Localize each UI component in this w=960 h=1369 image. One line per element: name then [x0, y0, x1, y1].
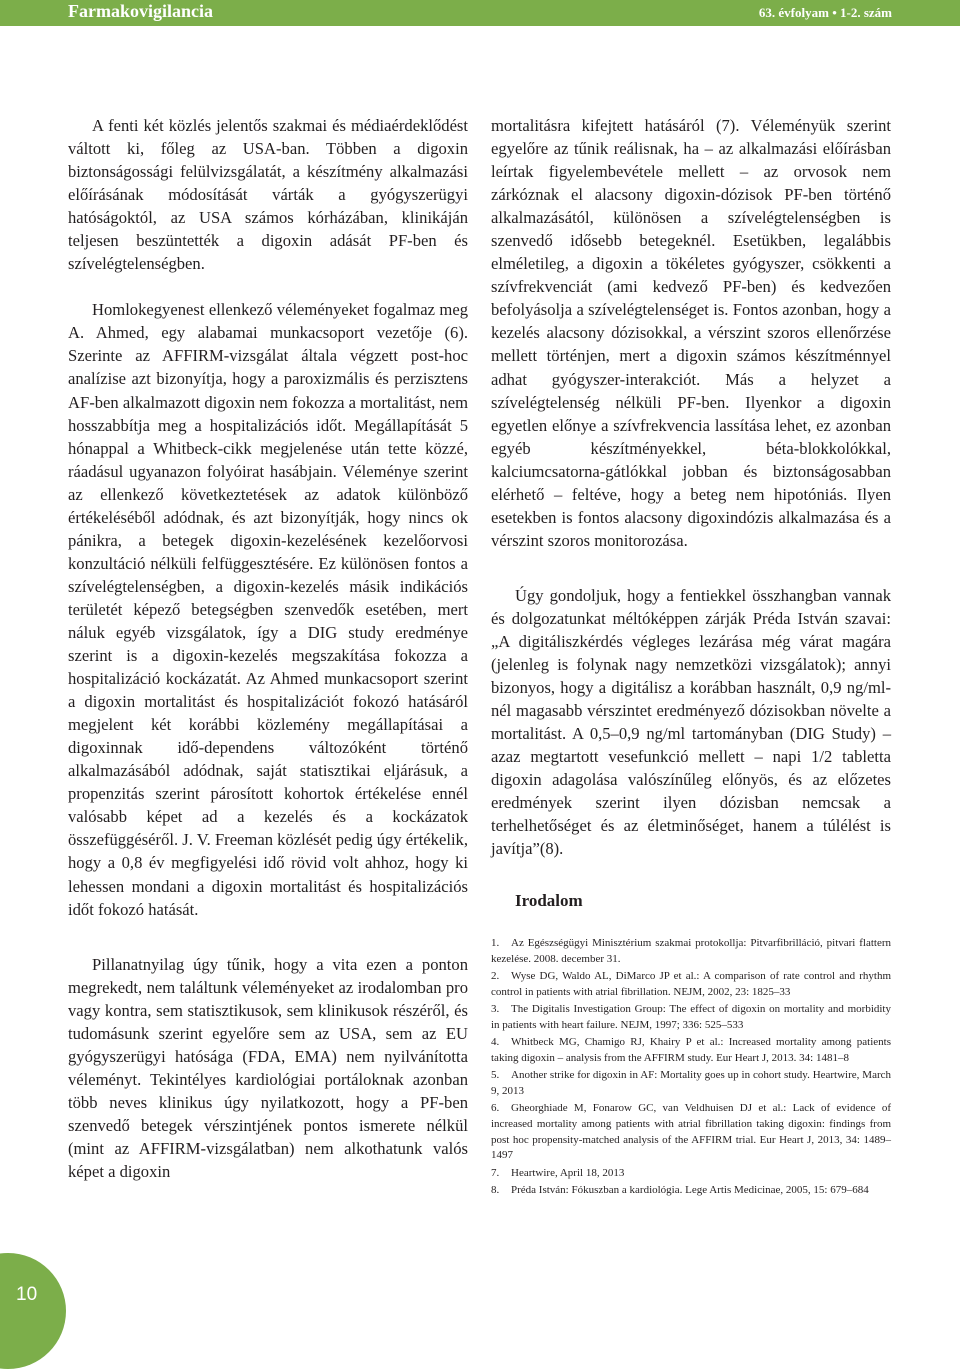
- reference-number: 8.: [491, 1183, 500, 1196]
- reference-item: [491, 1101, 891, 1163]
- reference-number: 3.: [491, 1003, 500, 1016]
- page-number-badge: [0, 1253, 66, 1369]
- journal-header-bar: [0, 0, 960, 26]
- reference-text: Gheorghiade M, Fonarow GC, van Veldhuisen DJ et al.: Lack of evidence of increased mortality among patients with atrial fibrillation taking digoxin: findings from post hoc propensity-matched analysis of the AFFIRM trial. Eur Heart J, 2013, 34: 1489–1497: [491, 1102, 891, 1162]
- reference-item: [491, 969, 891, 1000]
- reference-item: [491, 1068, 891, 1099]
- reference-item: [491, 1002, 891, 1033]
- right-paragraph-2: Úgy gondoljuk, hogy a fentiekkel összhangban vannak és dolgozatunkat méltóképpen zárják Préda István szavai: „A digitáliszkérdés végleges lezárása még várat magára (jelenleg is folynak nagy nemzetközi vizsgálatok); annyi bizonyos, hogy a digitálisz a korábban használt, 0,9 ng/ml-nél magasabb vérszintet eredményező dózisokban növelte a mortalitást. A 0,5–0,9 ng/ml tartományban (DIG Study) – azaz megtartott vesefunkció mellett – napi 1/2 tabletta digoxin adagolása valószínűleg előnyös, és az előzetes eredmények szerint ilyen dózisban nemcsak a terhelhetőséget és az életminőséget, hanem a túlélést is javítja”(8).: [491, 585, 891, 859]
- reference-list: [491, 936, 891, 1198]
- reference-item: [491, 1166, 891, 1182]
- references-heading: Irodalom: [515, 891, 583, 911]
- page-number: 10: [16, 1284, 38, 1305]
- reference-item: [491, 936, 891, 967]
- right-paragraph-1: mortalitásra kifejtett hatásáról (7). Véleményük szerint egyelőre az tűnik reálisnak, ha – az alkalmazási előírásban leírtak figyelembevétele mellett – az orvosok nem zárkóznak el alacsony digoxin-dózisok PF-ben történő alkalmazásától, különösen a szívelégtelenségben is szenvedő idősebb betegeknél. Esetükben, legalábbis elméletileg, a digoxin a tökéletes gyógyszer, csökkenti a szívfrekvenciát (ami kedvező PF-ben) és kedvezően befolyásolja a szívelégtelenséget is. Fontos azonban, hogy a kezelés alacsony dózisokkal, a vérszint szoros ellenőrzése mellett történjen, mert a digoxin számos készítménnyel adhat gyógyszer-interakciót. Más a helyzet a szívelégtelenség nélküli PF-ben. Ilyenkor a digoxin egyetlen előnye a szívfrekvencia lassítása lehet, ez azonban egyéb készítményekkel, béta-blokkolókkal, kalciumcsatorna-gátlókkal jobban és biztonságosabban elérhető – feltéve, hogy a beteg nem hipotóniás. Ilyen esetekben is fontos alacsony digoxindózis alkalmazása és a vérszint szoros monitorozása.: [491, 116, 891, 550]
- left-paragraph-2: Homlokegyenest ellenkező véleményeket fogalmaz meg A. Ahmed, egy alabamai munkacsoport vezetője (6). Szerinte az AFFIRM-vizsgálat általa végzett post-hoc analízise azt bizonyítja, hogy a paroxizmális és perzisztens AF-ben alkalmazott digoxin nem fokozza a mortalitást, nem hosszabbítja meg a hospitalizációs időt. Megállapítását 5 hónappal a Whitbeck-cikk megjelenése után tette közzé, ráadásul ugyanazon folyóirat hasábjain. Véleménye szerint az ellenkező következtetések az adatok különböző értékeléséből adódnak, és azt bizonyítják, hogy nincs ok pánikra, a betegek digoxin-kezelésének kezelőorvosi konzultáció nélküli felfüggesztésére. Ez különösen fontos a szívelégtelenségben, a digoxin-kezelés másik indikációs területét képező betegségben szenvedők esetében, mert náluk egyéb vizsgálatok, így a DIG study eredménye szerint is a digoxin-kezelés megszakítása fokozza a hospitalizáció kockázatát. Az Ahmed munkacsoport szerint a digoxin mortalitást és hospitalizációt fokozó hatásáról megjelent két korábbi közlemény megállapításai a digoxinnak idő-dependens változóként történő alkalmazásából adódnak, saját statisztikai eljárásuk, a propenzitás szerint párosított kohortok értékelése ennél valósabb képet ad a kezelés és a kockázatok összefüggéséről. J. V. Freeman közlését pedig úgy értékelik, hogy a 0,8 év megfigyelési idő rövid volt ahhoz, hogy ki lehessen mondani a digoxin mortalitást és hospitalizációs időt fokozó hatását.: [68, 300, 468, 919]
- reference-text: Another strike for digoxin in AF: Mortality goes up in cohort study. Heartwire, March 9, 2013: [491, 1069, 891, 1097]
- reference-number: 2.: [491, 970, 500, 983]
- reference-number: 4.: [491, 1036, 500, 1049]
- reference-number: 5.: [491, 1069, 500, 1082]
- left-column: [68, 114, 468, 1183]
- right-column: [491, 114, 891, 1200]
- reference-item: [491, 1035, 891, 1066]
- reference-text: The Digitalis Investigation Group: The effect of digoxin on mortality and morbidity in patients with heart failure. NEJM, 1997; 336: 525–533: [491, 1003, 891, 1032]
- journal-title: Farmakovigilancia: [68, 1, 213, 21]
- reference-number: 6.: [491, 1102, 500, 1115]
- reference-number: 7.: [491, 1166, 500, 1179]
- reference-text: Whitbeck MG, Chamigo RJ, Khairy P et al.: Increased mortality among patients taking digoxin – analysis from the AFFIRM study. Eur Heart J, 2013. 34: 1481–8: [491, 1036, 891, 1064]
- reference-item: [491, 1183, 891, 1199]
- reference-text: Az Egészségügyi Minisztérium szakmai protokollja: Pitvarfibrilláció, pitvari flattern kezelése. 2008. december 31.: [491, 937, 891, 966]
- left-paragraph-1: A fenti két közlés jelentős szakmai és médiaérdeklődést váltott ki, főleg az USA-ban. Többen a digoxin biztonságossági felülvizsgálatát, a készítmény alkalmazási előírásának módosítását várták a gyógyszerügyi hatóságoktól, az USA számos kórházában, klinikáján teljesen beszüntették a digoxin adását PF-ben és szívelégtelenségben.: [68, 116, 468, 274]
- reference-text: Wyse DG, Waldo AL, DiMarco JP et al.: A comparison of rate control and rhythm control in patients with atrial fibrillation. NEJM, 2002, 23: 1825–33: [491, 970, 891, 999]
- reference-text: Préda István: Fókuszban a kardiológia. Lege Artis Medicinae, 2005, 15: 679–684: [511, 1183, 869, 1196]
- reference-number: 1.: [491, 937, 500, 950]
- issue-label: 63. évfolyam • 1-2. szám: [758, 5, 892, 20]
- left-paragraph-3: Pillanatnyilag úgy tűnik, hogy a vita ezen a ponton megrekedt, nem találtunk véleményeket az irodalomban pro vagy kontra, sem statisztikusok, sem klinikusok részéről, és tudomásunk szerint egyelőre sem az USA, sem az EU gyógyszerügyi hatósága (FDA, EMA) nem nyilvánította véleményt. Tekintélyes kardiológiai portáloknak azonban több neves klinikus úgy nyilatkozott, hogy a PF-ben szenvedő betegek vérszintjének pontos ismerete nélkül (mint az AFFIRM-vizsgálatban) nem alkothatunk valós képet a digoxin: [68, 954, 468, 1182]
- reference-text: Heartwire, April 18, 2013: [511, 1166, 625, 1179]
